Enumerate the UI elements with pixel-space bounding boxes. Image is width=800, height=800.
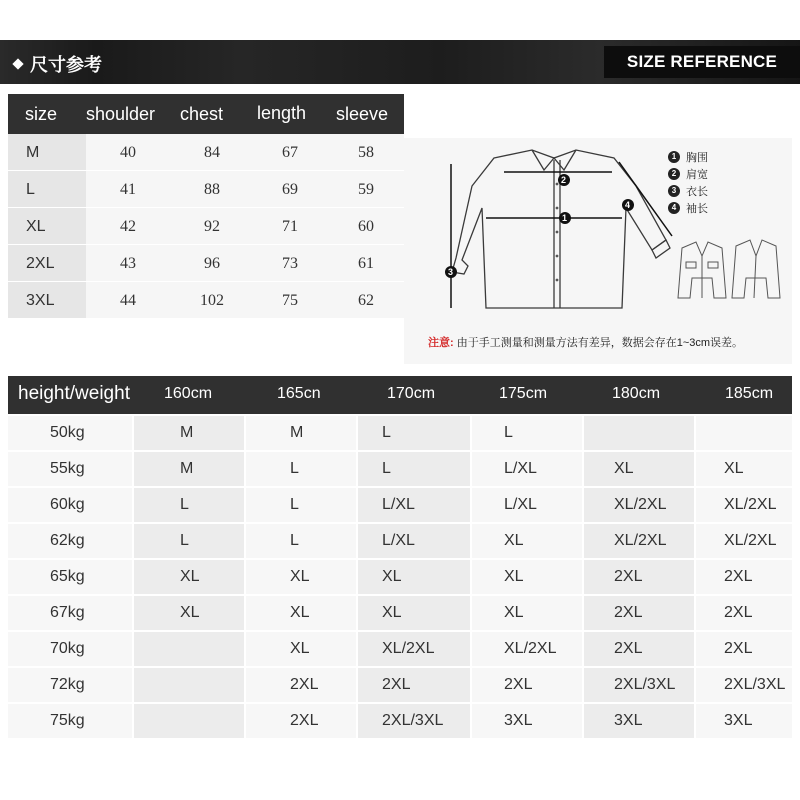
weight-label: 67kg — [8, 596, 132, 630]
size-cell-shoulder: 43 — [120, 255, 136, 272]
legend-item — [668, 165, 708, 182]
size-recommendation-cell — [472, 524, 582, 558]
size-recommendation-cell — [246, 704, 356, 738]
size-recommendation: L — [180, 496, 189, 513]
size-recommendation: XL — [290, 568, 310, 585]
size-recommendation: XL — [180, 604, 200, 621]
size-recommendation: 2XL — [290, 712, 319, 729]
size-table-header — [8, 94, 404, 134]
size-row-values — [86, 282, 404, 318]
size-recommendation: L — [180, 532, 189, 549]
diamond-bullet-icon — [12, 58, 23, 69]
size-recommendation: 2XL — [382, 676, 411, 693]
size-recommendation-cell — [358, 668, 470, 702]
legend-item — [668, 182, 708, 199]
size-cell-sleeve: 58 — [358, 144, 374, 161]
weight-label: 60kg — [8, 488, 132, 522]
size-recommendation: 2XL — [614, 604, 643, 621]
size-recommendation-cell — [246, 596, 356, 630]
size-recommendation: L/XL — [382, 532, 415, 549]
legend-number-icon: 4 — [668, 202, 680, 214]
size-recommendation-cell — [472, 704, 582, 738]
legend-item — [668, 199, 708, 216]
size-row — [8, 134, 404, 171]
svg-text:1: 1 — [562, 213, 568, 223]
hw-row — [8, 594, 792, 630]
header-banner — [0, 40, 800, 84]
size-measurement-table — [8, 94, 404, 320]
banner-title — [14, 51, 102, 77]
size-cell-shoulder: 42 — [120, 218, 136, 235]
banner-title-text: 尺寸参考 — [30, 55, 102, 75]
shirt-diagram-illustration — [404, 138, 792, 328]
size-recommendation-cell — [358, 524, 470, 558]
size-recommendation-cell — [358, 488, 470, 522]
header-size: size — [25, 104, 58, 124]
size-recommendation: XL — [614, 460, 634, 477]
header-length: length — [257, 103, 307, 123]
size-recommendation-cell — [584, 704, 694, 738]
size-recommendation-cell — [696, 632, 792, 666]
note-text: 由于手工测量和测量方法有差异，数据会存在1~3cm误差。 — [456, 337, 744, 349]
svg-text:3: 3 — [448, 267, 454, 277]
size-recommendation: L — [504, 424, 513, 441]
size-recommendation: 2XL — [724, 640, 753, 657]
height-header: 180cm — [612, 385, 661, 402]
size-recommendation-cell — [584, 416, 694, 450]
size-row-values — [86, 245, 404, 281]
size-recommendation: 2XL/3XL — [724, 676, 786, 693]
weight-label: 62kg — [8, 524, 132, 558]
size-row-label: XL — [8, 208, 86, 244]
size-recommendation: XL — [504, 532, 524, 549]
size-recommendation-cell — [246, 524, 356, 558]
hw-row — [8, 558, 792, 594]
size-recommendation-cell — [246, 416, 356, 450]
size-recommendation: XL — [290, 604, 310, 621]
size-row-values — [86, 134, 404, 170]
size-row-label: 3XL — [8, 282, 86, 318]
size-recommendation-cell — [472, 416, 582, 450]
size-recommendation: XL/2XL — [614, 496, 667, 513]
size-recommendation: XL/2XL — [504, 640, 557, 657]
size-row-values — [86, 171, 404, 207]
size-recommendation-cell — [246, 452, 356, 486]
header-sleeve: sleeve — [336, 104, 389, 124]
size-recommendation-cell — [584, 632, 694, 666]
size-recommendation: XL — [180, 568, 200, 585]
size-recommendation: 3XL — [724, 712, 753, 729]
size-recommendation-cell — [358, 596, 470, 630]
size-recommendation: XL/2XL — [614, 532, 667, 549]
size-recommendation-cell — [472, 668, 582, 702]
size-cell-length: 69 — [282, 181, 298, 198]
svg-text:4: 4 — [625, 200, 631, 210]
size-recommendation: 3XL — [504, 712, 533, 729]
size-recommendation: 2XL — [504, 676, 533, 693]
size-recommendation-cell — [696, 452, 792, 486]
size-recommendation: XL/2XL — [724, 532, 777, 549]
size-row-label: M — [8, 134, 86, 170]
size-recommendation: 2XL — [724, 604, 753, 621]
size-row — [8, 171, 404, 208]
size-recommendation-cell — [134, 632, 244, 666]
size-cell-chest: 84 — [204, 144, 220, 161]
size-recommendation: XL — [504, 604, 524, 621]
size-recommendation: L/XL — [504, 496, 537, 513]
note-prefix: 注意: — [428, 337, 454, 349]
measurement-note — [428, 334, 743, 350]
size-recommendation-cell — [584, 668, 694, 702]
size-cell-length: 67 — [282, 144, 298, 161]
size-recommendation: L — [290, 532, 299, 549]
legend-label: 肩宽 — [686, 168, 708, 181]
size-recommendation-cell — [246, 632, 356, 666]
size-recommendation-cell — [696, 488, 792, 522]
size-recommendation-cell — [472, 596, 582, 630]
height-header: 170cm — [387, 385, 436, 402]
size-recommendation-cell — [696, 596, 792, 630]
size-cell-length: 75 — [282, 292, 298, 309]
size-recommendation: XL/2XL — [382, 640, 435, 657]
hw-row — [8, 702, 792, 738]
size-recommendation-cell — [358, 416, 470, 450]
diagram-legend — [668, 148, 708, 216]
size-cell-length: 71 — [282, 218, 298, 235]
size-recommendation: 2XL — [614, 568, 643, 585]
size-recommendation: 2XL — [724, 568, 753, 585]
size-cell-sleeve: 62 — [358, 292, 374, 309]
size-recommendation: XL — [504, 568, 524, 585]
size-cell-chest: 102 — [200, 292, 224, 309]
size-cell-sleeve: 61 — [358, 255, 374, 272]
size-recommendation: 2XL — [614, 640, 643, 657]
size-recommendation-cell — [246, 560, 356, 594]
size-recommendation-cell — [134, 416, 244, 450]
weight-label: 75kg — [8, 704, 132, 738]
banner-subtitle: SIZE REFERENCE — [604, 46, 800, 78]
size-recommendation: 2XL/3XL — [382, 712, 444, 729]
size-recommendation-cell — [696, 668, 792, 702]
weight-label: 65kg — [8, 560, 132, 594]
size-recommendation-cell — [358, 452, 470, 486]
size-recommendation-cell — [472, 632, 582, 666]
size-row-label: L — [8, 171, 86, 207]
size-cell-chest: 88 — [204, 181, 220, 198]
size-recommendation: M — [180, 424, 194, 441]
size-row — [8, 208, 404, 245]
hw-row — [8, 522, 792, 558]
header-shoulder: shoulder — [86, 104, 156, 124]
weight-label: 50kg — [8, 416, 132, 450]
size-cell-shoulder: 44 — [120, 292, 136, 309]
size-recommendation-cell — [358, 560, 470, 594]
size-cell-length: 73 — [282, 255, 298, 272]
size-recommendation: L — [382, 460, 391, 477]
hw-corner-label: height/weight — [18, 383, 130, 404]
legend-item — [668, 148, 708, 165]
size-recommendation-cell — [134, 596, 244, 630]
size-recommendation-cell — [584, 596, 694, 630]
size-recommendation: M — [180, 460, 194, 477]
size-cell-sleeve: 60 — [358, 218, 374, 235]
size-cell-chest: 92 — [204, 218, 220, 235]
size-recommendation-cell — [134, 560, 244, 594]
hw-row — [8, 486, 792, 522]
hw-row — [8, 450, 792, 486]
size-recommendation: L — [290, 496, 299, 513]
height-weight-table — [8, 376, 792, 738]
size-row-values — [86, 208, 404, 244]
size-recommendation: 3XL — [614, 712, 643, 729]
size-recommendation: XL — [382, 568, 402, 585]
size-recommendation-cell — [696, 560, 792, 594]
size-cell-chest: 96 — [204, 255, 220, 272]
weight-label: 55kg — [8, 452, 132, 486]
size-recommendation-cell — [134, 704, 244, 738]
size-recommendation: XL — [382, 604, 402, 621]
weight-label: 70kg — [8, 632, 132, 666]
legend-label: 袖长 — [686, 202, 708, 215]
size-recommendation-cell — [584, 560, 694, 594]
size-cell-shoulder: 41 — [120, 181, 136, 198]
weight-label: 72kg — [8, 668, 132, 702]
hw-table-header — [8, 376, 792, 414]
legend-label: 衣长 — [686, 185, 708, 198]
height-header: 160cm — [164, 385, 213, 402]
size-row — [8, 245, 404, 282]
size-recommendation-cell — [472, 560, 582, 594]
legend-number-icon: 1 — [668, 151, 680, 163]
size-recommendation-cell — [358, 632, 470, 666]
hw-row — [8, 666, 792, 702]
size-recommendation: XL/2XL — [724, 496, 777, 513]
size-recommendation: L — [382, 424, 391, 441]
size-recommendation-cell — [696, 416, 792, 450]
size-recommendation: M — [290, 424, 304, 441]
height-header: 175cm — [499, 385, 548, 402]
size-cell-sleeve: 59 — [358, 181, 374, 198]
measurement-diagram — [404, 138, 792, 364]
size-recommendation-cell — [472, 488, 582, 522]
size-row-label: 2XL — [8, 245, 86, 281]
hw-row — [8, 630, 792, 666]
size-recommendation-cell — [246, 668, 356, 702]
legend-number-icon: 3 — [668, 185, 680, 197]
size-recommendation-cell — [358, 704, 470, 738]
hw-row — [8, 414, 792, 450]
size-recommendation-cell — [696, 524, 792, 558]
size-cell-shoulder: 40 — [120, 144, 136, 161]
size-recommendation: 2XL/3XL — [614, 676, 676, 693]
size-recommendation: L/XL — [504, 460, 537, 477]
size-recommendation: 2XL — [290, 676, 319, 693]
header-chest: chest — [180, 104, 224, 124]
size-recommendation: XL — [724, 460, 744, 477]
height-header: 185cm — [725, 385, 774, 402]
height-header: 165cn — [277, 385, 321, 402]
legend-number-icon: 2 — [668, 168, 680, 180]
size-row — [8, 282, 404, 319]
svg-text:2: 2 — [561, 175, 567, 185]
size-recommendation-cell — [134, 668, 244, 702]
size-recommendation-cell — [472, 452, 582, 486]
size-recommendation-cell — [134, 452, 244, 486]
size-recommendation: XL — [290, 640, 310, 657]
size-recommendation: L — [290, 460, 299, 477]
size-recommendation: L/XL — [382, 496, 415, 513]
size-recommendation-cell — [584, 524, 694, 558]
legend-label: 胸围 — [686, 151, 708, 164]
size-recommendation-cell — [134, 524, 244, 558]
size-recommendation-cell — [584, 488, 694, 522]
size-recommendation-cell — [584, 452, 694, 486]
size-recommendation-cell — [696, 704, 792, 738]
size-recommendation-cell — [246, 488, 356, 522]
size-recommendation-cell — [134, 488, 244, 522]
